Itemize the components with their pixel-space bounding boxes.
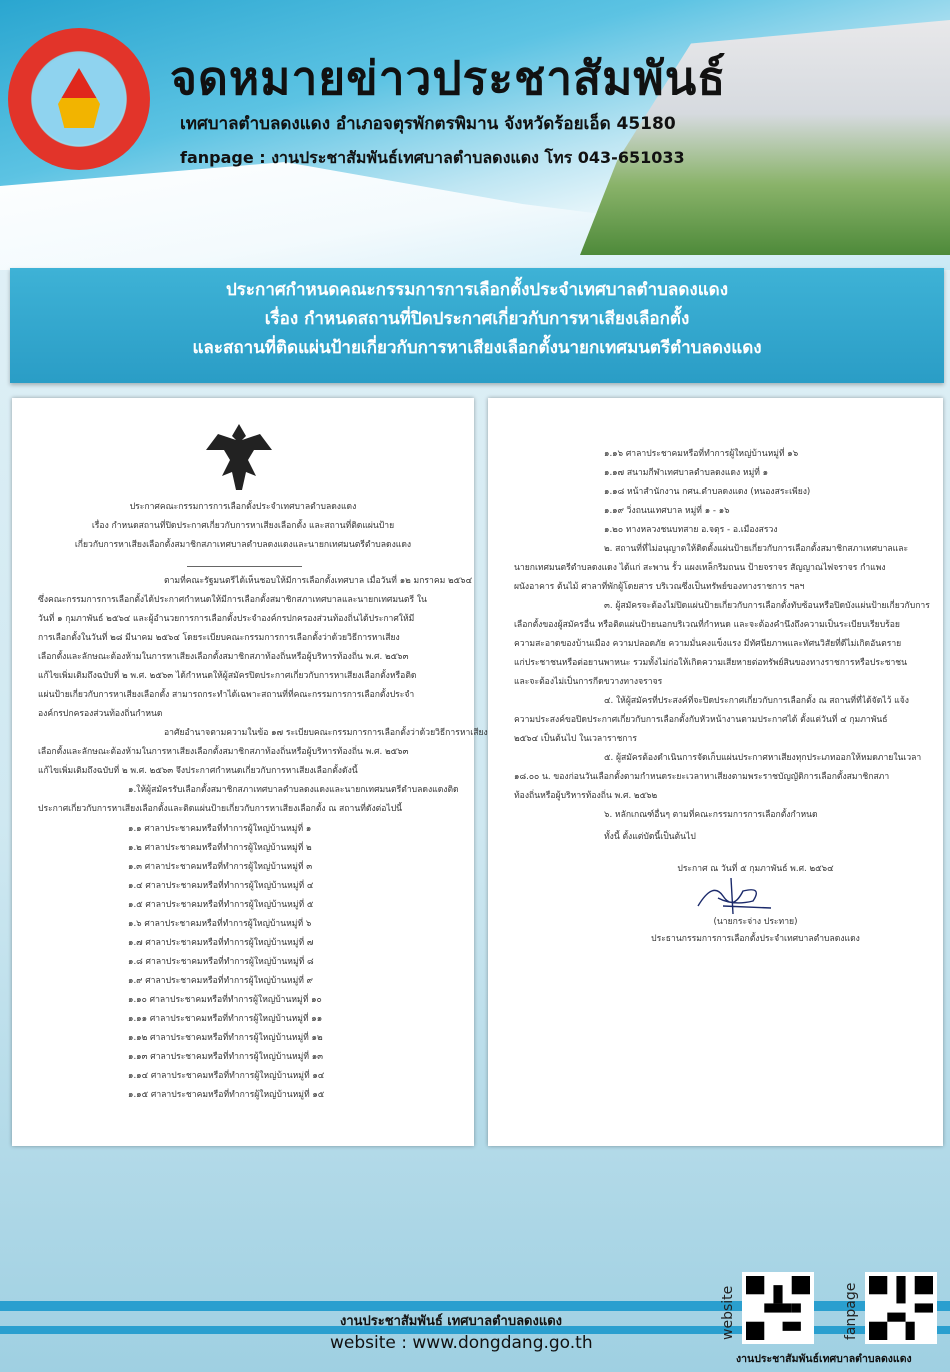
municipality-logo [8,28,150,170]
newsletter-title: จดหมายข่าวประชาสัมพันธ์ [170,51,727,105]
qr-code-icon [746,1276,810,1340]
signer-title: ประธานกรรมการการเลือกตั้งประจำเทศบาลตำบลดงแดง [651,934,860,944]
doc-line: ๑.ให้ผู้สมัครรับเลือกตั้งสมาชิกสภาเทศบาลตำบลดงแดงและนายกเทศมนตรีตำบลดงแดงติด [128,785,459,795]
doc-line: ๑.๓ ศาลาประชาคมหรือที่ทำการผู้ใหญ่บ้านหมู่ที่ ๓ [128,862,313,872]
doc-line: ๑.๑๐ ศาลาประชาคมหรือที่ทำการผู้ใหญ่บ้านหมู่ที่ ๑๐ [128,995,322,1005]
doc-line: ๓. ผู้สมัครจะต้องไม่ปิดแผ่นป้ายเกี่ยวกับการเลือกตั้งทับซ้อนหรือปิดบังแผ่นป้ายเกี่ยวกับการ [604,601,930,611]
doc-subject: เรื่อง กำหนดสถานที่ปิดประกาศเกี่ยวกับการหาเสียงเลือกตั้ง และสถานที่ติดแผ่นป้าย [91,521,395,531]
signer-name: (นายกระจ่าง ประทาย) [713,917,798,927]
doc-line: เลือกตั้งของผู้สมัครอื่น หรือติดแผ่นป้ายนอกบริเวณที่กำหนด และจะต้องคำนึงถึงความเป็นระเบียบเรียบร้อย [514,620,900,630]
signature [693,876,773,916]
doc-line: ๑.๑๓ ศาลาประชาคมหรือที่ทำการผู้ใหญ่บ้านหมู่ที่ ๑๓ [128,1052,324,1062]
doc-line: ๑.๑๕ ศาลาประชาคมหรือที่ทำการผู้ใหญ่บ้านหมู่ที่ ๑๕ [128,1090,325,1100]
banner-line: เรื่อง กำหนดสถานที่ปิดประกาศเกี่ยวกับการหาเสียงเลือกตั้ง [264,309,690,329]
fanpage-qr-code[interactable] [865,1272,937,1344]
closing: ทั้งนี้ ตั้งแต่บัดนี้เป็นต้นไป [604,832,696,842]
garuda-emblem-icon [202,420,276,494]
doc-line: ๑.๑๒ ศาลาประชาคมหรือที่ทำการผู้ใหญ่บ้านหมู่ที่ ๑๒ [128,1033,323,1043]
pavilion-emblem-icon [58,68,100,128]
qr-fanpage-label: fanpage [843,1282,859,1340]
doc-line: ตามที่คณะรัฐมนตรีได้เห็นชอบให้มีการเลือกตั้งเทศบาล เมื่อวันที่ ๑๒ มกราคม ๒๕๖๔ [164,576,473,586]
website-qr-code[interactable] [742,1272,814,1344]
doc-line: อาศัยอำนาจตามความในข้อ ๑๗ ระเบียบคณะกรรมการการเลือกตั้งว่าด้วยวิธีการหาเสียง [164,728,488,738]
doc-line: เลือกตั้งและลักษณะต้องห้ามในการหาเสียงเลือกตั้งสมาชิกสภาท้องถิ่นหรือผู้บริหารท้องถิ่น พ.ศ. ๒๕๖๓ [38,747,409,757]
doc-line: ๕. ผู้สมัครต้องดำเนินการจัดเก็บแผ่นประกาศหาเสียงทุกประเภทออกให้หมดภายในเวลา [604,753,922,763]
location-list [38,820,448,1105]
footer-org: งานประชาสัมพันธ์ เทศบาลตำบลดงแดง [340,1314,562,1329]
doc-line: วันที่ ๑ กุมภาพันธ์ ๒๕๖๔ และผู้อำนวยการการเลือกตั้งประจำองค์กรปกครองส่วนท้องถิ่นได้ประกาศให้มี [38,614,415,624]
doc-line: ๔. ให้ผู้สมัครที่ประสงค์ที่จะปิดประกาศเกี่ยวกับการเลือกตั้ง ณ สถานที่ที่ได้จัดไว้ แจ้ง [604,696,909,706]
doc-line: ผนังอาคาร ต้นไม้ ศาลาที่พักผู้โดยสาร บริเวณซึ่งเป็นทรัพย์ของทางราชการ ฯลฯ [514,582,805,592]
doc-line: ๑.๒ ศาลาประชาคมหรือที่ทำการผู้ใหญ่บ้านหมู่ที่ ๒ [128,843,312,853]
doc-line: ความประสงค์ขอปิดประกาศเกี่ยวกับการเลือกตั้งกับหัวหน้างานตามประกาศได้ ตั้งแต่วันที่ ๔ กุมภาพันธ์ [514,715,888,725]
qr-website-label: website [720,1285,736,1340]
doc-line: แก้ไขเพิ่มเติมถึงฉบับที่ ๒ พ.ศ. ๒๕๖๓ จึงประกาศกำหนดเกี่ยวกับการหาเสียงเลือกตั้งดังนี้ [38,766,358,776]
doc-body [514,540,930,825]
doc-line: ๑.๑ ศาลาประชาคมหรือที่ทำการผู้ใหญ่บ้านหมู่ที่ ๑ [128,824,312,834]
doc-subject-cont: เกี่ยวกับการหาเสียงเลือกตั้งสมาชิกสภาเทศบาลตำบลดงแดงและนายกเทศมนตรีตำบลดงแดง [74,540,412,550]
divider [187,566,302,567]
header [0,0,950,262]
doc-title: ประกาศคณะกรรมการการเลือกตั้งประจำเทศบาลตำบลดงแดง [129,502,357,512]
announcement-page-2 [488,398,943,1146]
doc-line: ซึ่งคณะกรรมการการเลือกตั้งได้ประกาศกำหนดให้มีการเลือกตั้งสมาชิกสภาเทศบาลและนายกเทศมนตรี ใน [38,595,427,605]
doc-line: ๑.๑๔ ศาลาประชาคมหรือที่ทำการผู้ใหญ่บ้านหมู่ที่ ๑๔ [128,1071,325,1081]
doc-line: ๑.๑๙ วิ่งถนนเทศบาล หมู่ที่ ๑ - ๑๖ [604,506,730,516]
location-list [514,445,917,540]
doc-line: และจะต้องไม่เป็นการกีดขวางทางจราจร [514,677,663,687]
doc-line: ๑.๖ ศาลาประชาคมหรือที่ทำการผู้ใหญ่บ้านหมู่ที่ ๖ [128,919,312,929]
announcement-page-1 [12,398,488,1146]
doc-line: ๒. สถานที่ที่ไม่อนุญาตให้ติดตั้งแผ่นป้ายเกี่ยวกับการเลือกตั้งสมาชิกสภาเทศบาลและ [604,544,909,554]
doc-line: แก่ประชาชนหรือต่อยานพาหนะ รวมทั้งไม่ก่อให้เกิดความเสียหายต่อทรัพย์สินของทางราชการหรือประชาชน [514,658,907,668]
doc-line: แผ่นป้ายเกี่ยวกับการหาเสียงเลือกตั้ง สามารถกระทำได้เฉพาะสถานที่ที่คณะกรรมการการเลือกตั้งประจำ [38,690,415,700]
website-link[interactable]: website : www.dongdang.go.th [330,1333,593,1353]
doc-line: แก้ไขเพิ่มเติมถึงฉบับที่ ๒ พ.ศ. ๒๕๖๓ ได้กำหนดให้ผู้สมัครปิดประกาศเกี่ยวกับการหาเสียงเลือกตั้งหรือติด [38,671,417,681]
doc-line: ๑.๗ ศาลาประชาคมหรือที่ทำการผู้ใหญ่บ้านหมู่ที่ ๗ [128,938,314,948]
doc-line: ๑.๙ ศาลาประชาคมหรือที่ทำการผู้ใหญ่บ้านหมู่ที่ ๙ [128,976,313,986]
doc-line: นายกเทศมนตรีตำบลดงแดง ได้แก่ สะพาน รั้ว แผงเหล็กริมถนน ป้ายจราจร สัญญาณไฟจราจร กำแพง [514,563,886,573]
doc-line: เลือกตั้งและลักษณะต้องห้ามในการหาเสียงเลือกตั้งสมาชิกสภาท้องถิ่นหรือผู้บริหารท้องถิ่น พ.ศ. ๒๕๖๓ [38,652,409,662]
doc-line: การเลือกตั้งในวันที่ ๒๘ มีนาคม ๒๕๖๔ โดยระเบียบคณะกรรมการการเลือกตั้งว่าด้วยวิธีการหาเสียง [38,633,400,643]
banner-line: ประกาศกำหนดคณะกรรมการการเลือกตั้งประจำเทศบาลตำบลดงแดง [226,280,728,300]
doc-line: ๑.๑๑ ศาลาประชาคมหรือที่ทำการผู้ใหญ่บ้านหมู่ที่ ๑๑ [128,1014,323,1024]
fanpage-contact: fanpage : งานประชาสัมพันธ์เทศบาลตำบลดงแดง โทร 043-651033 [180,148,685,167]
announce-date: ประกาศ ณ วันที่ ๕ กุมภาพันธ์ พ.ศ. ๒๕๖๔ [677,864,834,874]
doc-line: ๑.๑๗ สนามกีฬาเทศบาลตำบลดงแดง หมู่ที่ ๑ [604,468,769,478]
qr-caption: งานประชาสัมพันธ์เทศบาลตำบลดงแดง [736,1353,912,1365]
doc-line: ๑.๔ ศาลาประชาคมหรือที่ทำการผู้ใหญ่บ้านหมู่ที่ ๔ [128,881,314,891]
doc-line: ๑.๑๖ ศาลาประชาคมหรือที่ทำการผู้ใหญ่บ้านหมู่ที่ ๑๖ [604,449,799,459]
qr-code-icon [869,1276,933,1340]
municipality-address: เทศบาลตำบลดงแดง อำเภอจตุรพักตรพิมาน จังหวัดร้อยเอ็ด 45180 [180,114,676,134]
doc-line: ประกาศเกี่ยวกับการหาเสียงเลือกตั้งและติดแผ่นป้ายเกี่ยวกับการหาเสียงเลือกตั้ง ณ สถานที่ดังต่อไปนี้ [38,804,403,814]
doc-line: ๑.๕ ศาลาประชาคมหรือที่ทำการผู้ใหญ่บ้านหมู่ที่ ๕ [128,900,314,910]
doc-line: ความสะอาดของบ้านเมือง ความปลอดภัย ความมั่นคงแข็งแรง มีทัศนียภาพและทัศนวิสัยที่ดีไม่เกิดอันตราย [514,639,902,649]
doc-body [38,572,488,819]
doc-line: ๖. หลักเกณฑ์อื่นๆ ตามที่คณะกรรมการการเลือกตั้งกำหนด [604,810,818,820]
doc-line: ๑.๒๐ ทางหลวงชนบทสาย อ.จตุร - อ.เมืองสรวง [604,525,778,535]
doc-line: ๒๕๖๔ เป็นต้นไป ในเวลาราชการ [514,734,637,744]
banner-line: และสถานที่ติดแผ่นป้ายเกี่ยวกับการหาเสียงเลือกตั้งนายกเทศมนตรีตำบลดงแดง [192,338,762,358]
doc-line: ท้องถิ่นหรือผู้บริหารท้องถิ่น พ.ศ. ๒๕๖๒ [514,791,658,801]
doc-line: ๑.๑๘ หน้าสำนักงาน กศน.ตำบลดงแดง (หนองสระเพียง) [604,487,811,497]
doc-line: ๑.๘ ศาลาประชาคมหรือที่ทำการผู้ใหญ่บ้านหมู่ที่ ๘ [128,957,314,967]
announcement-banner [10,268,944,383]
doc-line: องค์กรปกครองส่วนท้องถิ่นกำหนด [38,709,163,719]
doc-line: ๑๘.๐๐ น. ของก่อนวันเลือกตั้งตามกำหนดระยะเวลาหาเสียงตามพระราชบัญญัติการเลือกตั้งสมาชิกสภา [514,772,890,782]
